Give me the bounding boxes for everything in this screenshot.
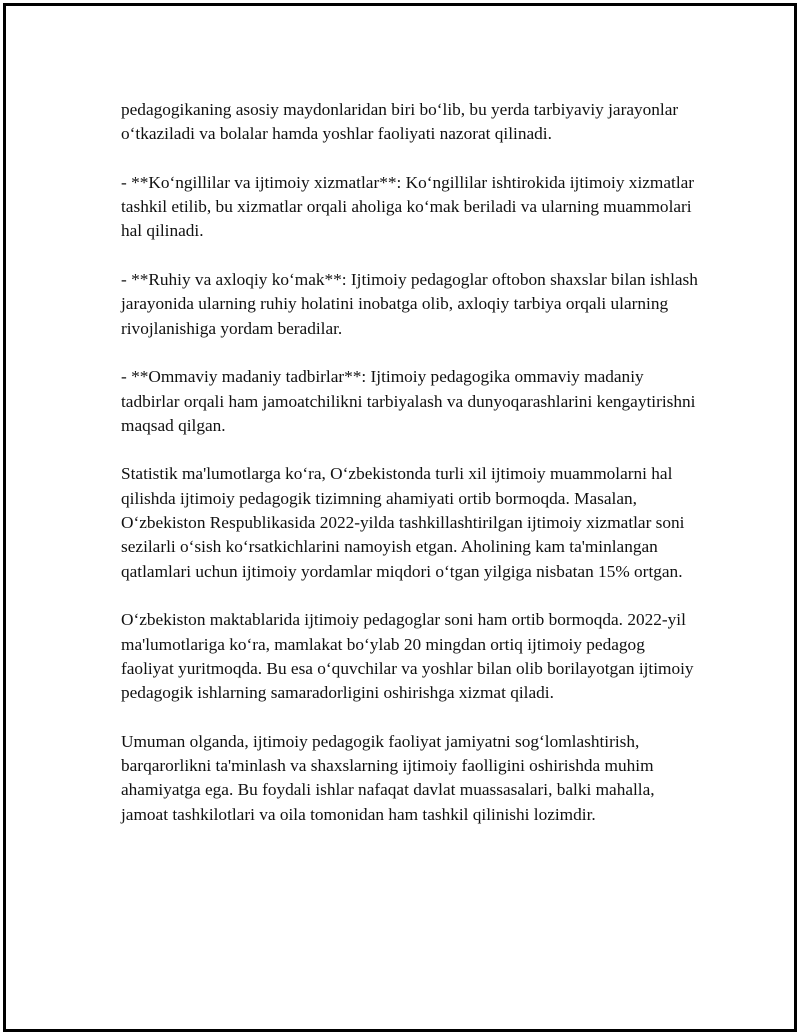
paragraph-volunteer-services: - **Ko‘ngillilar va ijtimoiy xizmatlar**: Ko‘ngillilar ishtirokida ijtimoiy xizmatlar tashkil etilib, bu xizmatlar orqali aholiga ko‘mak beriladi va ularning muammolari hal qilinadi. xyxy=(121,172,695,241)
paragraph-moral-support: - **Ruhiy va axloqiy ko‘mak**: Ijtimoiy pedagoglar oftobon shaxslar bilan ishlash jarayonida ularning ruhiy holatini inobatga olib, axloqiy tarbiya orqali ularning rivojlanishiga yordam beradilar. xyxy=(121,270,698,338)
paragraph-conclusion: Umuman olganda, ijtimoiy pedagogik faoliyat jamiyatni sog‘lomlashtirish, barqarorlikni ta'minlash va shaxslarning ijtimoiy faolligini oshirishda muhim ahamiyatga ega. Bu foydali ishlar nafaqat davlat muassasalari, balki mahalla, jamoat tashkilotlari va oila tomonidan ham tashkil qilinishi lozimdir. xyxy=(121,731,655,824)
paragraph-intro-continuation: pedagogikaning asosiy maydonlaridan biri bo‘lib, bu yerda tarbiyaviy jarayonlar o‘tkaziladi va bolalar hamda yoshlar faoliyati nazorat qilinadi. xyxy=(121,100,679,144)
paragraph-school-pedagogues: O‘zbekiston maktablarida ijtimoiy pedagoglar soni ham ortib bormoqda. 2022-yil ma'lumotlariga ko‘ra, mamlakat bo‘ylab 20 mingdan ortiq ijtimoiy pedagog faoliyat yuritmoqda. Bu esa o‘quvchilar va yoshlar bilan olib borilayotgan ijtimoiy pedagogik ishlarning samaradorligini oshirishga xizmat qiladi. xyxy=(121,610,694,703)
document-body xyxy=(121,98,701,851)
page-frame xyxy=(3,3,797,1032)
paragraph-cultural-events: - **Ommaviy madaniy tadbirlar**: Ijtimoiy pedagogika ommaviy madaniy tadbirlar orqali ham jamoatchilikni tarbiyalash va dunyoqarashlarini kengaytirishni maqsad qilgan. xyxy=(121,367,696,435)
paragraph-statistics: Statistik ma'lumotlarga ko‘ra, O‘zbekistonda turli xil ijtimoiy muammolarni hal qilishda ijtimoiy pedagogik tizimning ahamiyati ortib bormoqda. Masalan, O‘zbekiston Respublikasida 2022-yilda tashkillashtirilgan ijtimoiy xizmatlar soni sezilarli o‘sish ko‘rsatkichlarini namoyish etgan. Aholining kam ta'minlangan qatlamlari uchun ijtimoiy yordamlar miqdori o‘tgan yilgiga nisbatan 15% ortgan. xyxy=(121,464,685,581)
